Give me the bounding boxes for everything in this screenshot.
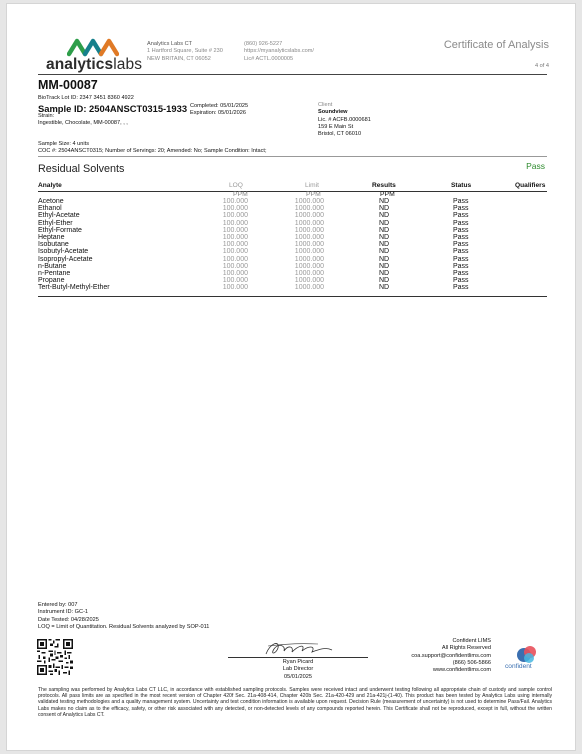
result-cell: ND (379, 198, 390, 205)
confident-wordmark: confident (505, 663, 532, 670)
client-license: Lic. # ACFB.0000681 (318, 116, 371, 123)
lims-block (411, 638, 491, 674)
limit-cell: 1000.000 (294, 262, 324, 270)
loq-cell: 100.000 (222, 241, 248, 249)
table-header-divider (38, 191, 547, 192)
col-header-results: Results (372, 182, 396, 189)
limit-cell: 1000.000 (294, 248, 324, 256)
analyte-cell: Ethanol (38, 205, 62, 213)
table-bottom-divider (38, 296, 547, 297)
result-cell: ND (379, 255, 390, 263)
result-cell: ND (379, 205, 390, 213)
limit-cell: 1000.000 (294, 284, 324, 292)
analyte-cell: Isobutyl-Acetate (38, 248, 89, 256)
table-row (38, 227, 547, 234)
result-cell: ND (379, 269, 390, 277)
analyte-cell: Isobutane (38, 241, 69, 249)
loq-cell: 100.000 (222, 226, 248, 234)
date-tested: Date Tested: 04/28/2025 (38, 616, 99, 623)
result-cell: ND (379, 226, 390, 234)
legal-disclaimer: The sampling was performed by Analytics Labs CT LLC, in accordance with established sampling protocols. Samples were received intact and underwent testing following all appropriate chain of custody and sample control protocols. All pass limits are as specified in the most recent version of Chapter 420f Sec. 21a-408-414, Chapter 420b Sec. 21a-420-429 and 21a-421j-(1-40). This product has been tested by Analytics Labs using internally validated testing methodologies and a quality management system. Uncertainty and test condition information is available upon request. Decision Rule (measurement of uncertainty) is not used to determine Pass/Fail. Analytics Labs makes no claim as to the efficacy, safety, or other risk associated with any detected, or non-detected levels of any compounds reported herein. This Certificate shall not be reproduced, except in full, without the written consent of Analytics Labs CT. (38, 687, 552, 718)
entered-by: Entered by: 007 (38, 602, 78, 608)
lab-phone: (860) 926-5227 (244, 41, 283, 47)
limit-cell: 1000.000 (294, 255, 324, 263)
completed-date: Completed: 05/01/2025 (190, 103, 249, 109)
director-signature-icon (228, 637, 368, 659)
client-address-2: Bristol, CT 06010 (318, 131, 362, 138)
lims-website[interactable]: www.confidentlims.com (432, 667, 491, 674)
status-cell: Pass (453, 269, 469, 277)
instrument-id: Instrument ID: GC-1 (38, 609, 89, 616)
lims-email[interactable]: coa.support@confidentlims.com (411, 652, 491, 659)
page-number: 4 of 4 (535, 63, 549, 69)
limit-cell: 1000.000 (294, 212, 324, 220)
lims-name: Confident LIMS (452, 638, 491, 644)
status-cell: Pass (453, 212, 469, 220)
result-cell: ND (379, 284, 390, 292)
sample-size: Sample Size: 4 units (38, 141, 89, 147)
table-row (38, 256, 547, 263)
col-header-limit: Limit (305, 182, 319, 189)
limit-unit: PPM (306, 191, 321, 198)
sample-id: Sample ID: 2504ANSCT0315-1933 (38, 103, 188, 114)
status-cell: Pass (453, 226, 469, 234)
loq-cell: 100.000 (222, 219, 248, 227)
col-header-loq: LOQ (229, 182, 243, 189)
status-cell: Pass (453, 233, 469, 241)
lab-address-line-2: NEW BRITAIN, CT 06052 (147, 55, 211, 62)
analyte-cell: Isopropyl-Acetate (38, 255, 93, 263)
loq-cell: 100.000 (222, 277, 248, 285)
sample-size-block (38, 141, 267, 156)
client-address-1: 159 E Main St (318, 123, 354, 130)
qr-code-icon[interactable] (37, 639, 73, 675)
table-row (38, 205, 547, 212)
analyte-cell: Tert-Butyl-Methyl-Ether (38, 284, 110, 292)
limit-cell: 1000.000 (294, 226, 324, 234)
result-cell: ND (379, 241, 390, 249)
logo-wordmark: analyticslabs (46, 56, 143, 73)
loq-unit: PPM (233, 191, 248, 198)
signature-line (228, 657, 368, 658)
analyte-cell: Propane (38, 277, 65, 285)
strain-block (38, 113, 128, 128)
table-row (38, 220, 547, 227)
client-block (318, 102, 371, 138)
loq-cell: 100.000 (222, 248, 248, 256)
analyte-cell: Ethyl-Formate (38, 226, 82, 234)
lab-contact-block (244, 41, 314, 63)
header-divider (38, 74, 547, 75)
table-row (38, 198, 547, 205)
document-title: Certificate of Analysis (443, 39, 549, 51)
status-cell: Pass (453, 241, 469, 249)
loq-note: LOQ = Limit of Quantitation. Residual Solvents analyzed by SOP-011 (38, 623, 210, 630)
loq-cell: 100.000 (222, 233, 248, 241)
results-unit: PPM (380, 191, 395, 198)
limit-cell: 1000.000 (294, 233, 324, 241)
expiration-date: Expiration: 05/01/2026 (190, 110, 246, 116)
status-cell: Pass (453, 277, 469, 285)
lab-address-line-1: 1 Hartford Square, Suite # 230 (147, 48, 223, 55)
table-row (38, 284, 547, 291)
lab-website[interactable]: https://myanalyticslabs.com/ (244, 48, 314, 55)
result-cell: ND (379, 219, 390, 227)
coc-line: COC #: 2504ANSCT0315; Number of Servings: 20; Amended: No; Sample Condition: Intact; (38, 148, 267, 155)
lab-address-block (147, 41, 223, 63)
signer-block (228, 659, 368, 681)
residual-solvents-table (38, 198, 547, 291)
status-cell: Pass (453, 262, 469, 270)
table-row (38, 234, 547, 241)
client-label: Client (318, 102, 333, 108)
lab-license: Lic# ACTL.0000005 (244, 55, 294, 62)
lot-id: BioTrack Lot ID: 2347 3451 8360 4922 (38, 95, 134, 101)
loq-cell: 100.000 (222, 255, 248, 263)
section-divider (38, 156, 547, 157)
analyte-cell: n-Pentane (38, 269, 71, 277)
analyte-cell: Ethyl-Ether (38, 219, 73, 227)
loq-cell: 100.000 (222, 284, 248, 292)
col-header-analyte: Analyte (38, 182, 62, 189)
overall-status-badge: Pass (526, 161, 545, 171)
status-cell: Pass (453, 248, 469, 256)
signer-title: Lab Director (282, 666, 314, 673)
analytics-labs-logo-icon (67, 36, 119, 58)
analyte-cell: Ethyl-Acetate (38, 212, 80, 220)
analyte-cell: Acetone (38, 198, 64, 205)
col-header-qualifiers: Qualifiers (515, 182, 546, 189)
limit-cell: 1000.000 (294, 241, 324, 249)
loq-cell: 100.000 (222, 205, 248, 213)
limit-cell: 1000.000 (294, 277, 324, 285)
limit-cell: 1000.000 (294, 198, 324, 205)
analyte-cell: Heptane (38, 233, 65, 241)
sign-date: 05/01/2025 (284, 673, 312, 680)
table-row (38, 248, 547, 255)
limit-cell: 1000.000 (294, 205, 324, 213)
certificate-page (6, 3, 576, 751)
strain-label: Strain: (38, 113, 55, 119)
loq-cell: 100.000 (222, 262, 248, 270)
test-notes (38, 602, 209, 631)
confident-logo-icon (515, 644, 539, 664)
analyte-cell: n-Butane (38, 262, 67, 270)
limit-cell: 1000.000 (294, 219, 324, 227)
table-row (38, 270, 547, 277)
sample-name: MM-00087 (38, 78, 98, 92)
result-cell: ND (379, 212, 390, 220)
result-cell: ND (379, 277, 390, 285)
status-cell: Pass (453, 219, 469, 227)
result-cell: ND (379, 262, 390, 270)
status-cell: Pass (453, 205, 469, 213)
strain-value: Ingestible, Chocolate, MM-00087, , , (38, 120, 128, 127)
table-row (38, 277, 547, 284)
loq-cell: 100.000 (222, 212, 248, 220)
lims-phone: (866) 506-5866 (452, 659, 491, 666)
table-row (38, 212, 547, 219)
col-header-status: Status (451, 182, 472, 189)
signer-name: Ryan Picard (282, 659, 314, 665)
status-cell: Pass (453, 255, 469, 263)
status-cell: Pass (453, 284, 469, 292)
limit-cell: 1000.000 (294, 269, 324, 277)
lims-rights: All Rights Reserved (441, 645, 491, 652)
client-name: Soundview (318, 109, 348, 116)
result-cell: ND (379, 248, 390, 256)
loq-cell: 100.000 (222, 198, 248, 205)
table-row (38, 241, 547, 248)
status-cell: Pass (453, 198, 469, 205)
result-cell: ND (379, 233, 390, 241)
loq-cell: 100.000 (222, 269, 248, 277)
section-title: Residual Solvents (38, 163, 125, 175)
table-row (38, 263, 547, 270)
lab-name: Analytics Labs CT (147, 41, 193, 47)
